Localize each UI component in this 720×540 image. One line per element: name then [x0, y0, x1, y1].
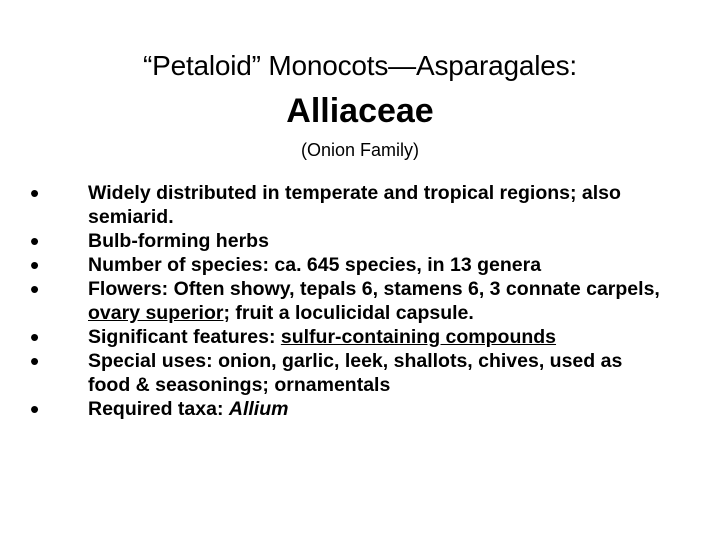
bullet-text: Special uses: onion, garlic, leek, shallots, chives, used as food & seasonings; ornamentals	[88, 350, 623, 396]
bullet-dot-icon: •	[30, 274, 40, 304]
bullet-list	[30, 178, 668, 424]
bullet-text: Number of species: ca. 645 species, in 13 genera	[88, 254, 542, 276]
bullet-item-features	[30, 322, 668, 352]
bullet-item-uses	[30, 346, 668, 397]
bullet-text-prefix: Flowers: Often showy, tepals 6, stamens 6, 3 connate carpels,	[88, 278, 660, 300]
bullet-text-underlined: ovary superior	[88, 302, 224, 324]
slide-subtitle: (Onion Family)	[300, 140, 420, 160]
bullet-text: Bulb-forming herbs	[88, 230, 269, 252]
bullet-item-habit	[30, 226, 668, 256]
bullet-text-prefix: Significant features:	[88, 326, 281, 348]
slide-title-family-name: Alliaceae	[286, 92, 434, 130]
bullet-dot-icon: •	[30, 322, 40, 352]
bullet-text-suffix: ; fruit a loculicidal capsule.	[223, 302, 474, 324]
bullet-text-prefix: Required taxa:	[88, 398, 229, 420]
bullet-text-italic: Allium	[228, 398, 289, 420]
bullet-dot-icon: •	[30, 226, 40, 256]
bullet-dot-icon: •	[30, 178, 40, 208]
bullet-dot-icon: •	[30, 346, 40, 376]
bullet-item-flowers	[30, 274, 668, 325]
slide-title-line-1: “Petaloid” Monocots—Asparagales:	[142, 50, 578, 81]
bullet-text-underlined: sulfur-containing compounds	[280, 326, 557, 348]
bullet-item-species-count	[30, 250, 668, 280]
bullet-dot-icon: •	[30, 394, 40, 424]
bullet-text: Widely distributed in temperate and tropical regions; also semiarid.	[88, 182, 621, 228]
bullet-item-distribution	[30, 178, 668, 229]
bullet-item-taxa	[30, 394, 668, 424]
bullet-dot-icon: •	[30, 250, 40, 280]
